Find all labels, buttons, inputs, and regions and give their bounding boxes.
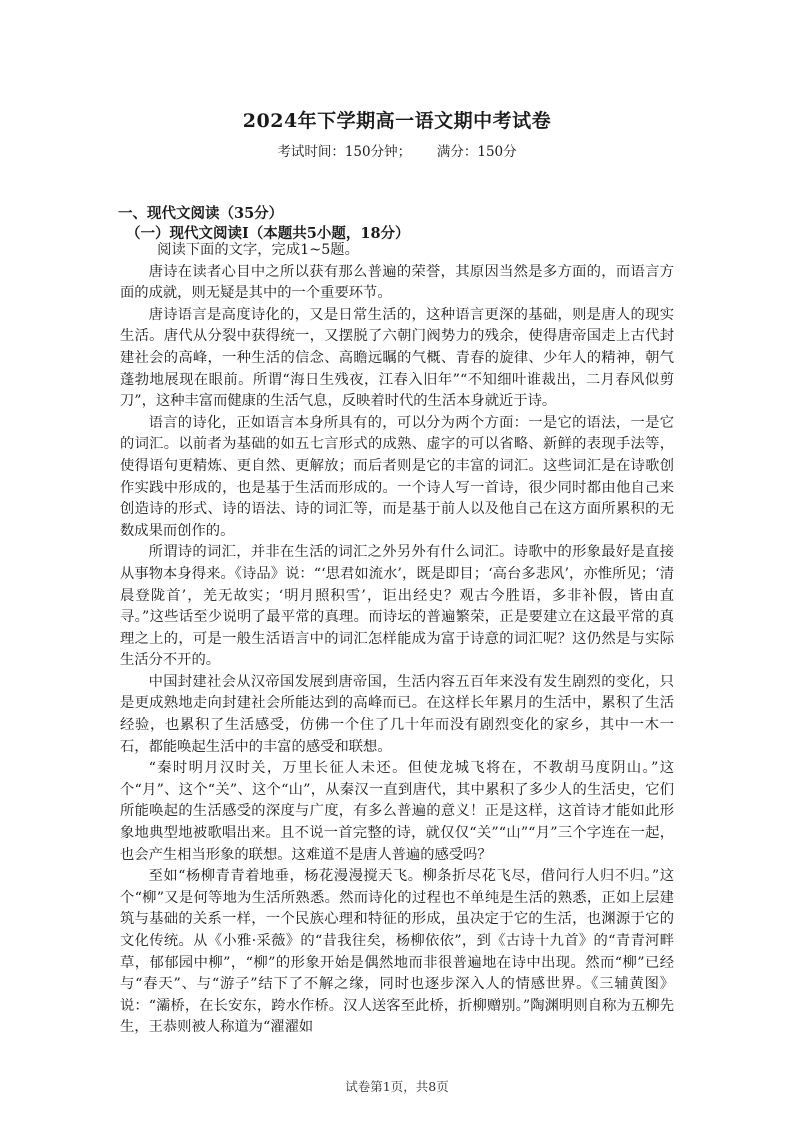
reading-passage: [120, 240, 674, 1039]
passage-paragraph: “秦时明月汉时关，万里长征人未还。但使龙城飞将在，不教胡马度阴山。”这个“月”、这个“关”、这个“山”，从秦汉一直到唐代，其中累积了多少人的生活史，它们所能唤起的生活感受的深度与广度，有多么普遍的意义！正是这样，这首诗才能如此形象地典型地被歌唱出来。且不说一首完整的诗，就仅仅“关”“山”“月”三个字连在一起，也会产生相当形象的联想。这难道不是唐人普遍的感受吗？: [120, 760, 674, 863]
page-footer: 试卷第1页，共8页: [345, 1079, 449, 1094]
passage-paragraph: 语言的诗化，正如语言本身所具有的，可以分为两个方面：一是它的语法，一是它的词汇。以前者为基础的如五七言形式的成熟、虚字的可以省略、新鲜的表现手法等，使得语句更精炼、更自然、更解放；而后者则是它的丰富的词汇。这些词汇是在诗歌创作实践中形成的，也是基于生活而形成的。一个诗人写一首诗，很少同时都由他自己来创造诗的形式、诗的语法、诗的词汇等，而是基于前人以及他自己在这方面所累积的无数成果而创作的。: [120, 414, 674, 539]
passage-paragraph: 中国封建社会从汉帝国发展到唐帝国，生活内容五百年来没有发生剧烈的变化，只是更成熟地走向封建社会所能达到的高峰而已。在这样长年累月的生活中，累积了生活经验，也累积了生活感受，仿佛一个住了几十年而没有剧烈变化的家乡，其中一木一石，都能唤起生活中的丰富的感受和联想。: [120, 673, 674, 755]
passage-paragraph: 至如“杨柳青青着地垂，杨花漫漫搅天飞。柳条折尽花飞尽，借问行人归不归。”这个“柳”又是何等地为生活所熟悉。然而诗化的过程也不单纯是生活的熟悉，正如上层建筑与基础的关系一样，一个民族心理和特征的形成，虽决定于它的生活，也渊源于它的文化传统。从《小雅·采薇》的“昔我往矣，杨柳依依”，到《古诗十九首》的“青青河畔草，郁郁园中柳”，“柳”的形象开始是偶然地而非很普遍地在诗中出现。然而“柳”已经与“春天”、与“游子”结下了不解之缘，同时也逐步深入人的情感世界。《三辅黄图》说：“灞桥，在长安东，跨水作桥。汉人送客至此桥，折柳赠别。”陶渊明则自称为五柳先生，王恭则被人称道为“濯濯如: [120, 868, 674, 1036]
exam-info: 考试时间：150分钟； 满分：150分: [277, 144, 517, 160]
passage-paragraph: 唐诗语言是高度诗化的，又是日常生活的，这种语言更深的基础，则是唐人的现实生活。唐代从分裂中获得统一，又摆脱了六朝门阀势力的残余，使得唐帝国走上古代封建社会的高峰，一种生活的信念、高瞻远瞩的气概、青春的旋律、少年人的精神，朝气蓬勃地展现在眼前。所谓“海日生残夜，江春入旧年”“不知细叶谁裁出，二月春风似剪刀”，这种丰富而健康的生活气息，反映着时代的生活本身就近于诗。: [120, 306, 674, 410]
passage-paragraph: 所谓诗的词汇，并非在生活的词汇之外另外有什么词汇。诗歌中的形象最好是直接从事物本身得来。《诗品》说：“‘思君如流水’，既是即目；‘高台多悲风’，亦惟所见；‘清晨登陇首’，羌无故实；‘明月照积雪’，讵出经史？观古今胜语，多非补假，皆由直寻。”这些话至少说明了最平常的真理。而诗坛的普遍繁荣，正是要建立在这最平常的真理之上的，可是一般生活语言中的词汇怎样能成为富于诗意的词汇呢？这仍然是与实际生活分不开的。: [120, 544, 674, 669]
instruction-text: 阅读下面的文字，完成1~5题。: [157, 242, 359, 258]
section-heading: 一、现代文阅读（35分）: [118, 205, 284, 222]
subsection-heading: （一）现代文阅读Ⅰ（本题共5小题，18分）: [126, 225, 410, 242]
passage-paragraph: 唐诗在读者心目中之所以获有那么普遍的荣誉，其原因当然是多方面的，而语言方面的成就，则无疑是其中的一个重要环节。: [120, 263, 674, 302]
exam-title: 2024年下学期高一语文期中考试卷: [242, 110, 552, 132]
